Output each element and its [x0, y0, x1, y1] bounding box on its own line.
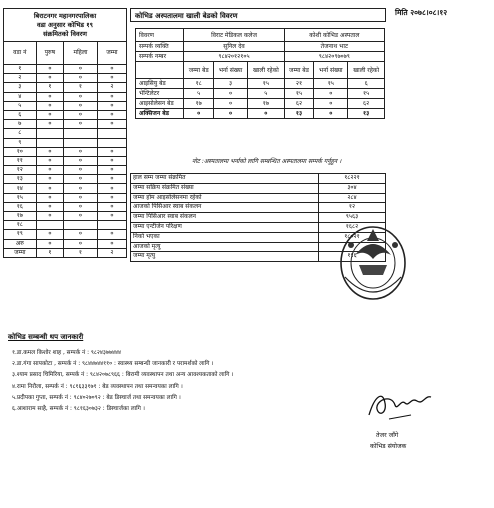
- male-count: ०: [36, 202, 64, 211]
- bed-row: [136, 79, 385, 89]
- phone-label: सम्पर्क नम्बर: [136, 52, 184, 62]
- female-count: [64, 138, 98, 147]
- total-count: २: [97, 83, 126, 92]
- sub-header-total-bed: जम्मा बेड: [184, 62, 214, 79]
- phone-1: ९८४२०१२१०५: [184, 52, 284, 62]
- ward-row: [4, 129, 127, 138]
- phone-2: ९८४२०९७०७९: [284, 52, 384, 62]
- ward-number: १९: [4, 230, 37, 239]
- male-count: १: [36, 83, 64, 92]
- male-count: ०: [36, 92, 64, 101]
- ward-number: २: [4, 74, 37, 83]
- total-count: ०: [97, 156, 126, 165]
- bed-count: १५: [284, 89, 314, 99]
- ward-number: १०: [4, 147, 37, 156]
- ward-row: [4, 156, 127, 165]
- total-count: ०: [97, 166, 126, 175]
- ward-table-title: [4, 9, 127, 42]
- total-count: [97, 138, 126, 147]
- total-count: ०: [97, 212, 126, 221]
- bed-count: १७: [184, 99, 214, 109]
- female-count: ०: [64, 175, 98, 184]
- summary-row: [131, 193, 386, 203]
- bed-count: ६: [348, 79, 385, 89]
- ward-col-header: वडा नं: [4, 42, 37, 65]
- male-count: ०: [36, 230, 64, 239]
- ward-row: [4, 138, 127, 147]
- office-seal-icon: [337, 215, 409, 305]
- ward-row: [4, 221, 127, 230]
- ward-title-line-1: बिराटनगर महानगरपालिका: [33, 11, 97, 20]
- summary-row: [131, 203, 386, 213]
- bed-count: ३: [214, 79, 248, 89]
- signer-name: तेजर जाँगे: [376, 432, 399, 439]
- female-count: ०: [64, 193, 98, 202]
- female-count: ०: [64, 239, 98, 248]
- male-count: ०: [36, 65, 64, 74]
- summary-value: १८२२१: [319, 174, 386, 184]
- female-count: ०: [64, 230, 98, 239]
- ward-total-label: जम्मा: [4, 248, 37, 257]
- sub-header-vacant: खाली रहेको: [348, 62, 385, 79]
- ward-number: ११: [4, 156, 37, 165]
- ward-number: अरु: [4, 239, 37, 248]
- contact-person-1: सुनिल देव: [184, 42, 284, 52]
- sub-header-vacant: खाली रहेको: [248, 62, 285, 79]
- bed-count: ०: [314, 89, 348, 99]
- total-col-header: जम्मा: [97, 42, 126, 65]
- bed-type-label: आइसियु बेड: [136, 79, 184, 89]
- summary-row: [131, 174, 386, 184]
- summary-value: ९५६३: [319, 213, 386, 223]
- male-col-header: पुरुष: [36, 42, 64, 65]
- male-count: ०: [36, 74, 64, 83]
- hospital-note: नोट :अस्पतालमा भर्नाको लागि सम्बन्धित अस्पतालमा सम्पर्क गर्नुहुन ।: [192, 158, 342, 165]
- female-count: ०: [64, 202, 98, 211]
- total-count: ०: [97, 184, 126, 193]
- summary-value: १९६: [319, 252, 386, 262]
- summary-value: १८०२१: [319, 232, 386, 242]
- female-count: [64, 221, 98, 230]
- hospital-name-1: विराट मेडिकल कलेज: [184, 29, 284, 42]
- hospital-name-2: कोशी कोभिड अस्पताल: [284, 29, 384, 42]
- contact-list: [12, 348, 233, 415]
- total-count: ०: [97, 147, 126, 156]
- ward-number: १७: [4, 212, 37, 221]
- male-count: ०: [36, 184, 64, 193]
- summary-label: आजको मृत्यु: [131, 242, 319, 252]
- female-count: [64, 129, 98, 138]
- bed-count: ०: [248, 109, 285, 119]
- bed-count: ६२: [348, 99, 385, 109]
- summary-value: १६८२: [319, 222, 386, 232]
- male-count: ०: [36, 175, 64, 184]
- ward-number: ५: [4, 101, 37, 110]
- bed-type-label: आइसोलेसन बेड: [136, 99, 184, 109]
- female-col-header: महिला: [64, 42, 98, 65]
- total-count: ०: [97, 120, 126, 129]
- summary-label: हाल सम्म जम्मा संक्रमित: [131, 174, 319, 184]
- contact-person-2: तेजनाथ भाट: [284, 42, 384, 52]
- total-count: [97, 129, 126, 138]
- bed-count: ०: [214, 99, 248, 109]
- summary-value: १२: [319, 203, 386, 213]
- bed-count: ६२: [284, 99, 314, 109]
- bed-count: ०: [214, 109, 248, 119]
- bed-count: १७: [248, 99, 285, 109]
- ward-number: ८: [4, 129, 37, 138]
- ward-title-line-2: वडा अनुसार कोभिड १९: [36, 20, 94, 29]
- total-count: ०: [97, 230, 126, 239]
- total-count: ०: [97, 202, 126, 211]
- bed-count: १५: [248, 79, 285, 89]
- female-count: ०: [64, 120, 98, 129]
- contact-line: ४.रामा निरौला, सम्पर्क नं : ९८१६३३१७१ : बेड व्यवस्थापन तथा समन्वयका लागि ।: [12, 383, 183, 390]
- ward-number: १२: [4, 166, 37, 175]
- male-count: ०: [36, 110, 64, 119]
- male-count: [36, 221, 64, 230]
- ward-row: [4, 193, 127, 202]
- sub-header-blank: [136, 62, 184, 79]
- ward-title-line-3: संक्रमितको विवरण: [43, 29, 87, 38]
- contact-line: ५.प्रदीपका गुप्ता, सम्पर्क नं : ९८४०२७०९२ : बेड डिस्चार्ज तथा समन्वयका लागि ।: [12, 394, 181, 401]
- sub-header-admitted: भर्ना संख्या: [214, 62, 248, 79]
- bed-count: १३: [284, 109, 314, 119]
- summary-value: ३०४: [319, 183, 386, 193]
- summary-label: आजको पिसिआर स्वाब संकलन: [131, 203, 319, 213]
- total-count: ०: [97, 101, 126, 110]
- ward-row: [4, 147, 127, 156]
- detail-col-label: विवरण: [136, 29, 184, 42]
- total-count: ०: [97, 193, 126, 202]
- summary-label: जम्मा होम आइसोलेसनमा रहेको: [131, 193, 319, 203]
- total-count: ०: [97, 92, 126, 101]
- bed-row: [136, 99, 385, 109]
- male-count: ०: [36, 101, 64, 110]
- female-count: ०: [64, 147, 98, 156]
- summary-value: २८४: [319, 193, 386, 203]
- female-count: ०: [64, 156, 98, 165]
- bed-count: १८: [184, 79, 214, 89]
- sub-header-admitted: भर्ना संख्या: [314, 62, 348, 79]
- female-count: ०: [64, 74, 98, 83]
- bed-count: ५: [248, 89, 285, 99]
- total-count: ०: [97, 110, 126, 119]
- bed-count: ०: [314, 109, 348, 119]
- male-count: ०: [36, 147, 64, 156]
- ward-total-female: १: [64, 248, 98, 257]
- female-count: ०: [64, 184, 98, 193]
- total-count: ०: [97, 239, 126, 248]
- female-count: १: [64, 83, 98, 92]
- bed-count: १३: [348, 109, 385, 119]
- female-count: ०: [64, 101, 98, 110]
- contact-line: ३.श्याम प्रसाद चिमिरिया, सम्पर्क नं : ९८४२०७८९६६ : बिरामी व्यवस्थापन तथा अन्य आवश्यकताको लागि ।: [12, 372, 234, 379]
- ward-case-table: [3, 8, 127, 258]
- ward-number: १६: [4, 202, 37, 211]
- ward-number: १५: [4, 193, 37, 202]
- ward-number: १३: [4, 175, 37, 184]
- bed-count: ०: [184, 109, 214, 119]
- ward-number: ४: [4, 92, 37, 101]
- ward-row: [4, 110, 127, 119]
- male-count: ०: [36, 120, 64, 129]
- contact-line: २.डा.गंगा सापकोटा , सम्पर्क नं : ९८४४७४४११० : स्वास्थ्य सम्बन्धी जानकारी र परामर्शको लागि ।: [12, 361, 214, 368]
- ward-row: [4, 184, 127, 193]
- summary-label: जम्मा सक्रिय संक्रमित संख्या: [131, 183, 319, 193]
- ward-row: [4, 166, 127, 175]
- male-count: ०: [36, 166, 64, 175]
- female-count: ०: [64, 212, 98, 221]
- bed-count: ०: [314, 99, 348, 109]
- contact-person-label: सम्पर्क व्यक्ति: [136, 42, 184, 52]
- summary-label: जम्मा एन्टीजेन परिक्षण: [131, 222, 319, 232]
- total-count: [97, 221, 126, 230]
- bed-count: १५: [314, 79, 348, 89]
- ward-row: [4, 92, 127, 101]
- ward-number: १: [4, 65, 37, 74]
- contact-line: ६.आशाराम साहै, सम्पर्क नं : ९८१६३०७३२ : डिस्चार्जका लागि ।: [12, 406, 145, 413]
- female-count: ०: [64, 110, 98, 119]
- male-count: ०: [36, 239, 64, 248]
- bed-count: ५: [184, 89, 214, 99]
- contact-line: १.डा.कमल किशोर शाह , सम्पर्क नं : ९८२४३७७४४४: [12, 350, 122, 356]
- ward-row: [4, 202, 127, 211]
- ward-number: १४: [4, 184, 37, 193]
- male-count: ०: [36, 156, 64, 165]
- summary-label: जम्मा मृत्यु: [131, 252, 319, 262]
- bed-count: २१: [284, 79, 314, 89]
- ward-total-male: १: [36, 248, 64, 257]
- male-count: [36, 138, 64, 147]
- female-count: ०: [64, 65, 98, 74]
- contact-section-title: कोभिड सम्बन्धी थप जानकारी: [8, 333, 84, 341]
- bed-row: [136, 109, 385, 119]
- ward-row: [4, 120, 127, 129]
- hospital-bed-header: कोभिड अस्पतालमा खाली बेडको विवरण: [130, 8, 386, 22]
- ward-row: [4, 230, 127, 239]
- ward-row: [4, 65, 127, 74]
- ward-number: १८: [4, 221, 37, 230]
- signature-icon: [365, 385, 435, 425]
- report-date: मिति २०७८।०८।१२: [395, 8, 448, 17]
- bed-row: [136, 89, 385, 99]
- bed-type-label: अक्सिजन बेड: [136, 109, 184, 119]
- ward-total-all: २: [97, 248, 126, 257]
- bed-count: १५: [348, 89, 385, 99]
- ward-number: ९: [4, 138, 37, 147]
- ward-row: [4, 212, 127, 221]
- ward-row: [4, 83, 127, 92]
- ward-row: [4, 175, 127, 184]
- ward-number: ३: [4, 83, 37, 92]
- sub-header-total-bed: जम्मा बेड: [284, 62, 314, 79]
- summary-row: [131, 183, 386, 193]
- male-count: ०: [36, 193, 64, 202]
- bed-type-label: भेन्टिलेटर: [136, 89, 184, 99]
- ward-number: ६: [4, 110, 37, 119]
- signer-title: कोभिड संयोजक: [370, 443, 407, 450]
- total-count: ०: [97, 175, 126, 184]
- bed-count: ०: [214, 89, 248, 99]
- female-count: ०: [64, 92, 98, 101]
- male-count: ०: [36, 212, 64, 221]
- summary-label: निको भएका: [131, 232, 319, 242]
- ward-row: [4, 239, 127, 248]
- hospital-bed-table: [135, 28, 385, 119]
- ward-row: [4, 101, 127, 110]
- summary-label: जम्मा पिसिआर स्वाब संकलन: [131, 213, 319, 223]
- female-count: ०: [64, 166, 98, 175]
- ward-number: ७: [4, 120, 37, 129]
- total-count: ०: [97, 74, 126, 83]
- male-count: [36, 129, 64, 138]
- ward-row: [4, 74, 127, 83]
- total-count: ०: [97, 65, 126, 74]
